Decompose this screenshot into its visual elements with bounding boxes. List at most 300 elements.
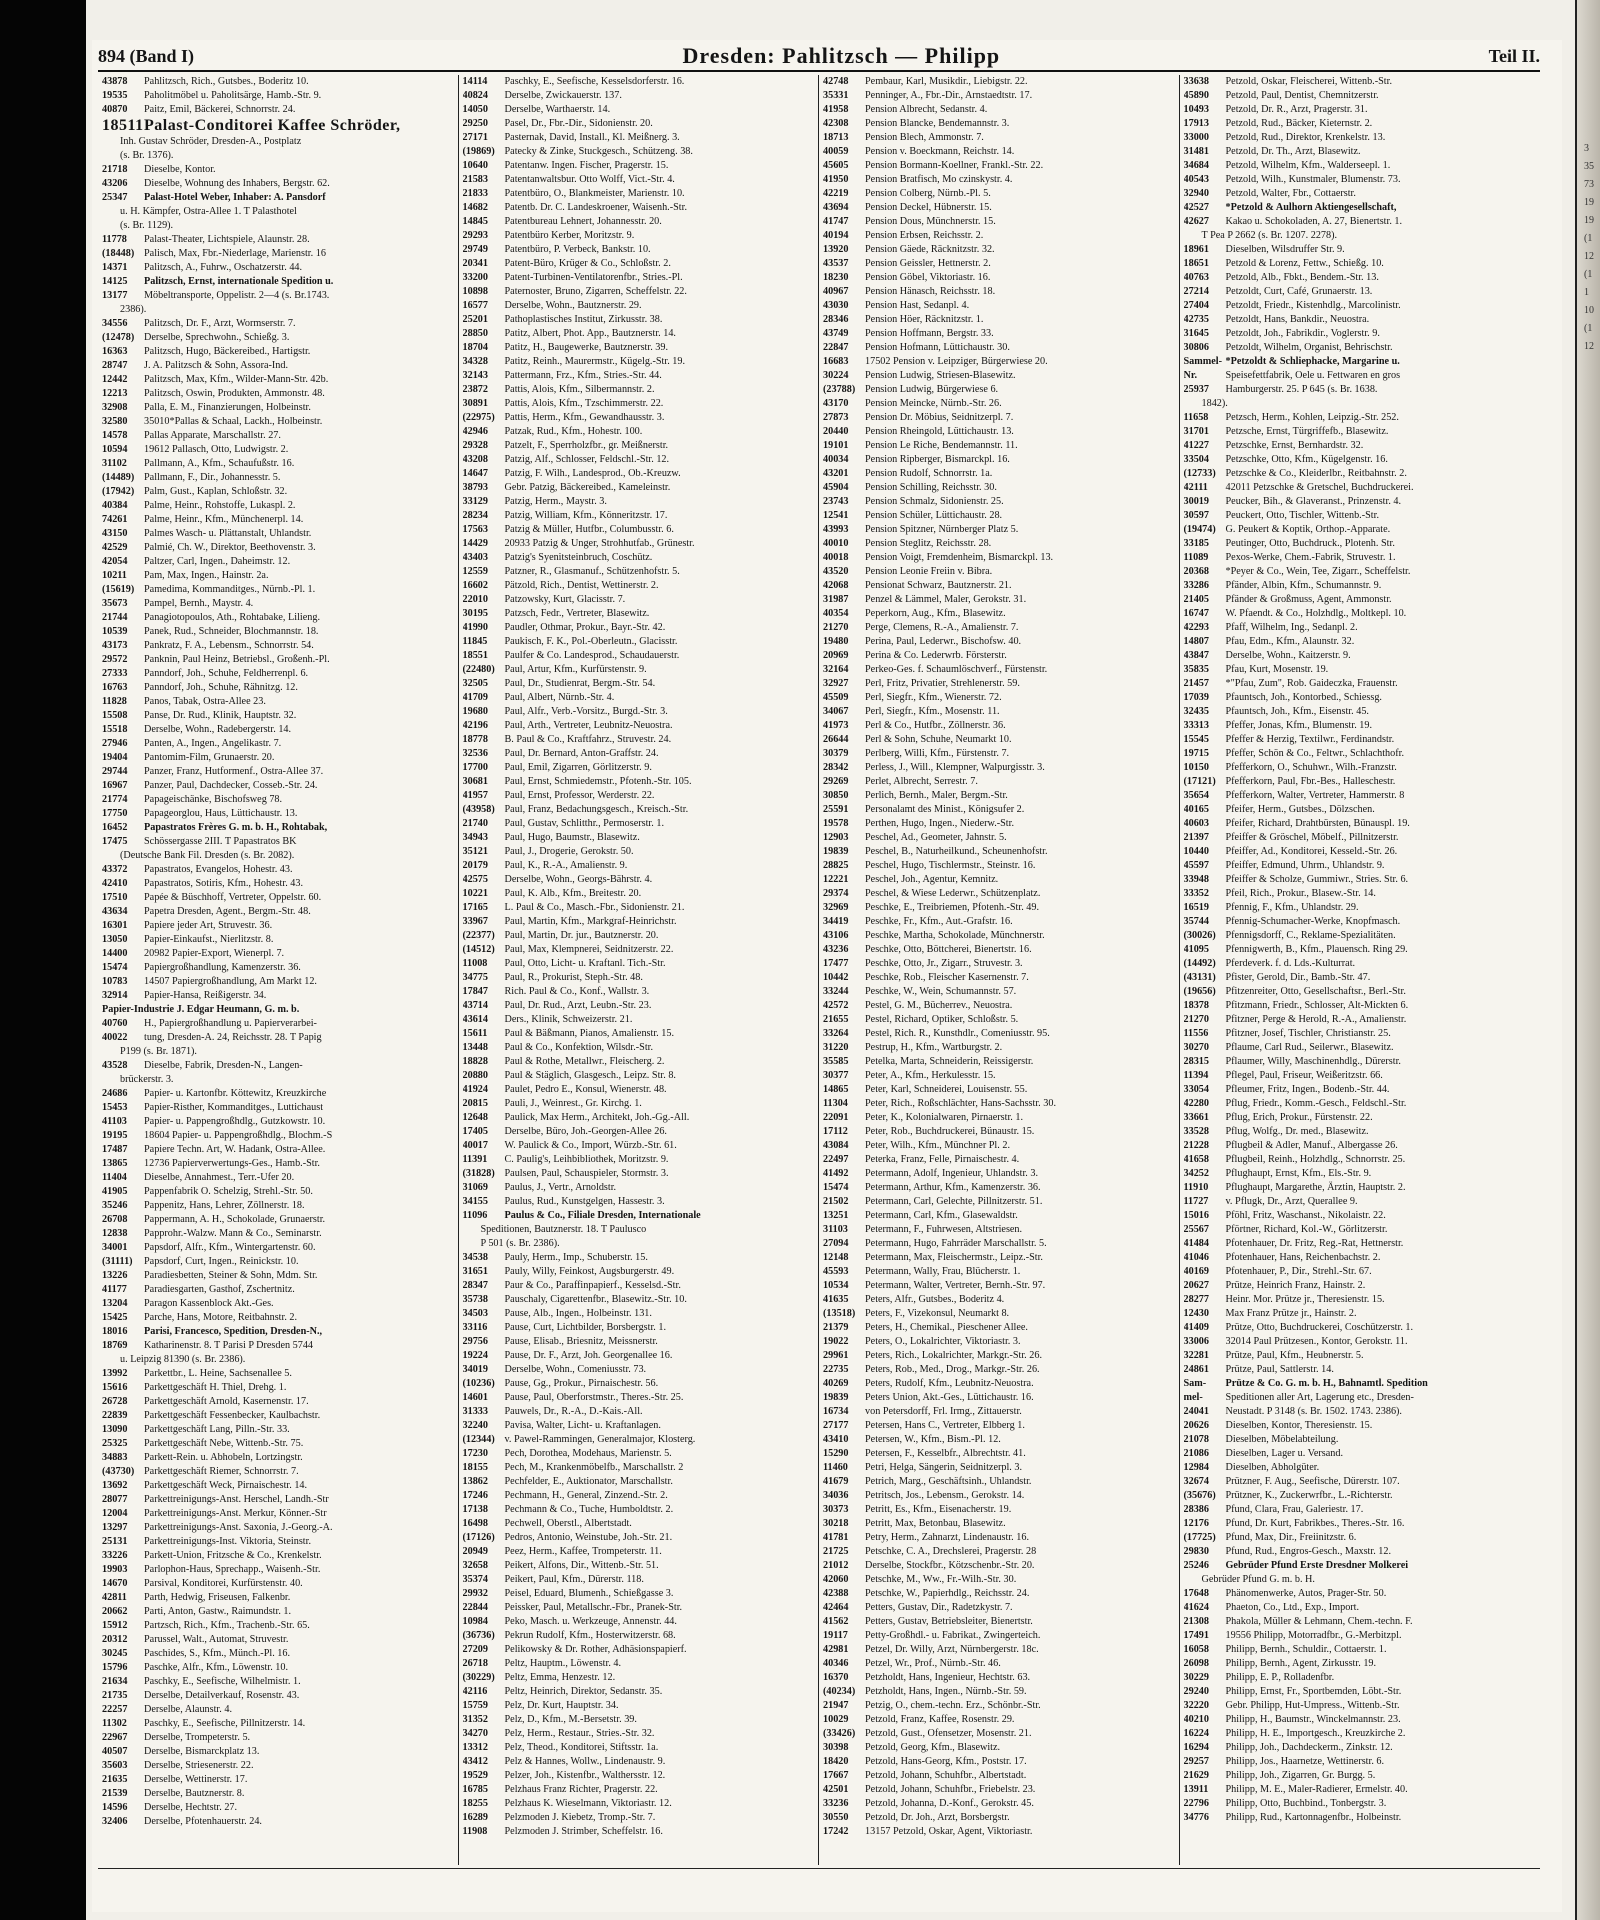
phone-number: 41924 bbox=[462, 1084, 488, 1095]
directory-entry bbox=[463, 1615, 815, 1629]
phone-number: (12478) bbox=[102, 332, 135, 343]
phone-number: 24041 bbox=[1183, 1406, 1209, 1417]
entry-text: Pech, M., Krankenmöbelfb., Marschallstr. 2 bbox=[504, 1462, 684, 1473]
entry-text: Palisch, Max, Fbr.-Niederlage, Marienstr. 16 bbox=[144, 248, 326, 259]
phone-number: 31651 bbox=[462, 1266, 488, 1277]
phone-number: 35331 bbox=[823, 90, 849, 101]
directory-entry bbox=[102, 1493, 454, 1507]
entry-text: Dieselben, Wilsdruffer Str. 9. bbox=[1225, 244, 1345, 255]
phone-number: (13518) bbox=[823, 1308, 856, 1319]
directory-entry bbox=[1184, 705, 1537, 719]
phone-number: 10539 bbox=[102, 626, 128, 637]
directory-entry bbox=[463, 201, 815, 215]
phone-number: 10984 bbox=[462, 1616, 488, 1627]
directory-entry bbox=[463, 1041, 815, 1055]
directory-entry bbox=[1184, 355, 1537, 369]
entry-text: Peperkorn, Aug., Kfm., Blasewitz. bbox=[865, 608, 1006, 619]
entry-text: Paragon Kassenblock Akt.-Ges. bbox=[144, 1298, 274, 1309]
phone-number: 20627 bbox=[1183, 1280, 1209, 1291]
phone-number: (12733) bbox=[1183, 468, 1216, 479]
phone-number: 43372 bbox=[102, 864, 128, 875]
directory-entry bbox=[1184, 1111, 1537, 1125]
directory-entry bbox=[823, 551, 1175, 565]
directory-entry bbox=[463, 845, 815, 859]
phone-number: 33528 bbox=[1183, 1126, 1209, 1137]
entry-text: Petzold, Rud., Direktor, Krenkelstr. 13. bbox=[1225, 132, 1386, 143]
phone-number: 40034 bbox=[823, 454, 849, 465]
entry-text: Palitzsch, Dr. F., Arzt, Wormserstr. 7. bbox=[144, 318, 296, 329]
entry-text: Derselbe, Sprechwohn., Schießg. 3. bbox=[144, 332, 290, 343]
entry-text: Palme, Heinr., Rohstoffe, Lukaspl. 2. bbox=[144, 500, 296, 511]
phone-number: 35246 bbox=[102, 1200, 128, 1211]
phone-number: 32406 bbox=[102, 1816, 128, 1827]
directory-entry bbox=[463, 1699, 815, 1713]
directory-entry bbox=[102, 835, 454, 849]
phone-number: 32220 bbox=[1183, 1700, 1209, 1711]
entry-text: Peschel, Joh., Agentur, Kemnitz. bbox=[865, 874, 999, 885]
entry-text: Papier-Industrie J. Edgar Heumann, G. m. b. bbox=[102, 1004, 300, 1015]
phone-number: 20179 bbox=[462, 860, 488, 871]
phone-number: 43694 bbox=[823, 202, 849, 213]
directory-entry bbox=[1184, 831, 1537, 845]
entry-text: Petry, Herm., Zahnarzt, Lindenaustr. 16. bbox=[865, 1532, 1029, 1543]
entry-text: Peters, Alfr., Gutsbes., Boderitz 4. bbox=[865, 1294, 1005, 1305]
phone-number: 22010 bbox=[462, 594, 488, 605]
directory-entry bbox=[102, 1773, 454, 1787]
directory-entry bbox=[102, 89, 454, 103]
entry-text: Pelzmoden J. Kiebetz, Tromp.-Str. 7. bbox=[504, 1812, 656, 1823]
directory-entry bbox=[463, 369, 815, 383]
phone-number: 31220 bbox=[823, 1042, 849, 1053]
entry-text: Derselbe, Pfotenhauerstr. 24. bbox=[144, 1816, 262, 1827]
phone-number: 41409 bbox=[1183, 1322, 1209, 1333]
directory-entry bbox=[463, 229, 815, 243]
directory-entry bbox=[102, 1199, 454, 1213]
entry-text: Peschke, E., Treibriemen, Pfotenh.-Str. 49. bbox=[865, 902, 1040, 913]
phone-number: 35603 bbox=[102, 1760, 128, 1771]
directory-entry bbox=[1184, 131, 1537, 145]
entry-text: Petermann, Walter, Vertreter, Bernh.-Str. 97. bbox=[865, 1280, 1046, 1291]
phone-number: (31111) bbox=[102, 1256, 133, 1267]
phone-number: 43106 bbox=[823, 930, 849, 941]
entry-text: Derselbe, Zwickauerstr. 137. bbox=[504, 90, 622, 101]
phone-number: Sam- bbox=[1183, 1378, 1207, 1389]
phone-number: 16519 bbox=[1183, 902, 1209, 913]
directory-entry bbox=[1184, 1069, 1537, 1083]
entry-text: Paradiesbetten, Steiner & Sohn, Mdm. Str. bbox=[144, 1270, 318, 1281]
directory-entry bbox=[823, 1517, 1175, 1531]
entry-text: Paul, Dr. Rud., Arzt, Leubn.-Str. 23. bbox=[504, 1000, 652, 1011]
directory-entry bbox=[1184, 1195, 1537, 1209]
directory-entry bbox=[463, 439, 815, 453]
entry-text: Paradiesgarten, Gasthof, Zschertnitz. bbox=[144, 1284, 295, 1295]
phone-number: 11556 bbox=[1183, 1028, 1209, 1039]
phone-number: 41950 bbox=[823, 174, 849, 185]
directory-entry bbox=[102, 1101, 454, 1115]
phone-number: 30373 bbox=[823, 1504, 849, 1515]
directory-entry bbox=[463, 1167, 815, 1181]
entry-text: Peter, Rob., Buchdruckerei, Bünaustr. 15. bbox=[865, 1126, 1035, 1137]
phone-number: 10493 bbox=[1183, 104, 1209, 115]
entry-text: Pattis, Alois, Kfm., Silbermannstr. 2. bbox=[504, 384, 655, 395]
directory-entry bbox=[102, 1129, 454, 1143]
entry-text: Paul, Artur, Kfm., Kurfürstenstr. 9. bbox=[504, 664, 647, 675]
entry-text: Palme, Heinr., Kfm., Münchenerpl. 14. bbox=[144, 514, 304, 525]
entry-text: Peter, Wilh., Kfm., Münchner Pl. 2. bbox=[865, 1140, 1010, 1151]
entry-text: Pferdeverk. f. d. Lds.-Kulturrat. bbox=[1225, 958, 1356, 969]
entry-text: Pfeifer, Richard, Drahtbürsten, Bünauspl. 19. bbox=[1225, 818, 1410, 829]
entry-text: Pfaff, Wilhelm, Ing., Sedanpl. 2. bbox=[1225, 622, 1358, 633]
directory-entry bbox=[463, 593, 815, 607]
entry-text: Pension Schüler, Lüttichaustr. 28. bbox=[865, 510, 1003, 521]
directory-entry bbox=[463, 677, 815, 691]
entry-text: Pfeil, Rich., Prokur., Blasew.-Str. 14. bbox=[1225, 888, 1376, 899]
entry-text: Petzold, Paul, Dentist, Chemnitzerstr. bbox=[1225, 90, 1379, 101]
entry-text: Perlberg, Willi, Kfm., Fürstenstr. 7. bbox=[865, 748, 1010, 759]
column-2 bbox=[459, 75, 820, 1865]
directory-entry bbox=[102, 331, 454, 345]
directory-entry bbox=[463, 313, 815, 327]
phone-number: 16763 bbox=[102, 682, 128, 693]
entry-text: Panzer, Franz, Hutformenf., Ostra-Allee 37. bbox=[144, 766, 324, 777]
phone-number: 43236 bbox=[823, 944, 849, 955]
entry-text: Pantomim-Film, Grunaerstr. 20. bbox=[144, 752, 275, 763]
entry-text: Patzig & Müller, Hutfbr., Columbusstr. 6. bbox=[504, 524, 674, 535]
directory-entry bbox=[102, 765, 454, 779]
entry-text: Peterka, Franz, Felle, Pirnaischestr. 4. bbox=[865, 1154, 1020, 1165]
phone-number: 43206 bbox=[102, 178, 128, 189]
directory-entry bbox=[1184, 635, 1537, 649]
entry-text: Heinr. Mor. Prütze jr., Theresienstr. 15. bbox=[1225, 1294, 1385, 1305]
phone-number: 21655 bbox=[823, 1014, 849, 1025]
entry-text: Peschke, Martha, Schokolade, Münchnerstr. bbox=[865, 930, 1045, 941]
entry-text: Patecky & Zinke, Stuckgesch., Schützeng. 38. bbox=[504, 146, 693, 157]
directory-entry bbox=[1184, 1755, 1537, 1769]
entry-text: Papée & Büschhoff, Vertreter, Oppelstr. 60. bbox=[144, 892, 322, 903]
directory-entry bbox=[1184, 1013, 1537, 1027]
directory-entry bbox=[463, 1825, 815, 1839]
phone-number: 31102 bbox=[102, 458, 127, 469]
entry-text: Gebrüder Pfund Erste Dresdner Molkerei bbox=[1225, 1560, 1409, 1571]
phone-number: 15016 bbox=[1183, 1210, 1209, 1221]
phone-number: 16498 bbox=[462, 1518, 488, 1529]
entry-text: Pause, Paul, Oberforstmstr., Theres.-Str. 25. bbox=[504, 1392, 684, 1403]
phone-number: 12648 bbox=[462, 1112, 488, 1123]
directory-entry bbox=[823, 537, 1175, 551]
directory-entry bbox=[823, 1825, 1175, 1839]
phone-number: 21502 bbox=[823, 1196, 849, 1207]
directory-entry bbox=[102, 1311, 454, 1325]
entry-text: Palmié, Ch. W., Direktor, Beethovenstr. 3. bbox=[144, 542, 316, 553]
entry-text: Katharinenstr. 8. T Parisi P Dresden 5744 bbox=[144, 1340, 314, 1351]
entry-text: Papier- u. Kartonfbr. Köttewitz, Kreuzkirche bbox=[144, 1088, 327, 1099]
phone-number: 18230 bbox=[823, 272, 849, 283]
entry-text: Peter, Rich., Roßschlächter, Hans-Sachsstr. 30. bbox=[865, 1098, 1057, 1109]
entry-text: Pauwels, Dr., R.-A., D.-Kais.-All. bbox=[504, 1406, 643, 1417]
phone-number: 41958 bbox=[823, 104, 849, 115]
entry-text: Pfänder & Großmuss, Agent, Ammonstr. bbox=[1225, 594, 1392, 605]
entry-text: 12736 Papierverwertungs-Ges., Hamb.-Str. bbox=[144, 1158, 320, 1169]
entry-text: Pattermann, Frz., Kfm., Stries.-Str. 44. bbox=[504, 370, 662, 381]
directory-entry bbox=[463, 1349, 815, 1363]
phone-number: 43084 bbox=[823, 1140, 849, 1151]
entry-text: Papastratos, Evangelos, Hohestr. 43. bbox=[144, 864, 293, 875]
entry-text: Pfotenhauer, Hans, Reichenbachstr. 2. bbox=[1225, 1252, 1381, 1263]
phone-number: 19022 bbox=[823, 1336, 849, 1347]
phone-number: 40763 bbox=[1183, 272, 1209, 283]
directory-entry bbox=[1184, 285, 1537, 299]
phone-number: 32914 bbox=[102, 990, 128, 1001]
entry-text: Prütze & Co. G. m. b. H., Bahnamtl. Spedition bbox=[1225, 1378, 1428, 1389]
directory-entry bbox=[823, 691, 1175, 705]
directory-entry bbox=[1184, 397, 1537, 411]
directory-entry bbox=[463, 1433, 815, 1447]
part-label: Teil II. bbox=[1488, 45, 1540, 66]
entry-text: Pelikowsky & Dr. Rother, Adhäsionspapierf. bbox=[504, 1644, 687, 1655]
directory-entry bbox=[823, 313, 1175, 327]
entry-text: Papageischänke, Bischofsweg 78. bbox=[144, 794, 283, 805]
phone-number: 32674 bbox=[1183, 1476, 1209, 1487]
entry-text: Petermann, Adolf, Ingenieur, Uhlandstr. 3. bbox=[865, 1168, 1039, 1179]
entry-text: Pechfelder, E., Auktionator, Marschallstr. bbox=[504, 1476, 673, 1487]
entry-text: Petzold, Georg, Kfm., Blasewitz. bbox=[865, 1742, 1001, 1753]
entry-text: Palitzsch, Oswin, Produkten, Ammonstr. 48. bbox=[144, 388, 325, 399]
directory-entry bbox=[463, 1643, 815, 1657]
phone-number: 17246 bbox=[462, 1490, 488, 1501]
phone-number: 12903 bbox=[823, 832, 849, 843]
entry-text: Petermann, F., Fuhrwesen, Altstriesen. bbox=[865, 1224, 1023, 1235]
directory-entry bbox=[1184, 1251, 1537, 1265]
directory-entry bbox=[1184, 1391, 1537, 1405]
entry-text: Paul, Ernst, Schmiedemstr., Pfotenh.-Str. 105. bbox=[504, 776, 692, 787]
phone-number: 21270 bbox=[823, 622, 849, 633]
phone-number: 43412 bbox=[462, 1756, 488, 1767]
phone-number: 17477 bbox=[823, 958, 849, 969]
directory-entry bbox=[463, 1629, 815, 1643]
phone-number: 29240 bbox=[1183, 1686, 1209, 1697]
phone-number: 32143 bbox=[462, 370, 488, 381]
entry-text: Paltzer, Carl, Ingen., Daheimstr. 12. bbox=[144, 556, 291, 567]
directory-entry bbox=[1184, 817, 1537, 831]
phone-number: (12344) bbox=[462, 1434, 495, 1445]
directory-entry bbox=[823, 775, 1175, 789]
phone-number: 43201 bbox=[823, 468, 849, 479]
entry-text: Pension Hoffmann, Bergstr. 33. bbox=[865, 328, 994, 339]
phone-number: 10150 bbox=[1183, 762, 1209, 773]
directory-entry bbox=[463, 1587, 815, 1601]
directory-entry bbox=[463, 957, 815, 971]
phone-number: 22257 bbox=[102, 1704, 128, 1715]
directory-entry bbox=[823, 509, 1175, 523]
entry-text: Pechmann & Co., Tuche, Humboldtstr. 2. bbox=[504, 1504, 674, 1515]
directory-entry bbox=[463, 383, 815, 397]
directory-entry bbox=[823, 215, 1175, 229]
directory-entry bbox=[823, 1223, 1175, 1237]
column-4 bbox=[1180, 75, 1541, 1865]
entry-text: Pension Hofmann, Lüttichaustr. 30. bbox=[865, 342, 1010, 353]
directory-entry bbox=[102, 1017, 454, 1031]
entry-text: Peschel, Hugo, Tischlermstr., Steinstr. 16. bbox=[865, 860, 1036, 871]
phone-number: 28315 bbox=[1183, 1056, 1209, 1067]
phone-number: 16785 bbox=[462, 1784, 488, 1795]
phone-number: 29756 bbox=[462, 1336, 488, 1347]
directory-entry bbox=[102, 219, 454, 233]
entry-text: Philipp, Otto, Buchbind., Tonbergstr. 3. bbox=[1225, 1798, 1387, 1809]
phone-number: (35676) bbox=[1183, 1490, 1216, 1501]
entry-text: Peschke, Otto, Böttcherei, Bienertstr. 16. bbox=[865, 944, 1032, 955]
directory-entry bbox=[823, 1153, 1175, 1167]
phone-number: 40603 bbox=[1183, 818, 1209, 829]
directory-entry bbox=[1184, 537, 1537, 551]
phone-number: 15290 bbox=[823, 1448, 849, 1459]
phone-number: 13692 bbox=[102, 1480, 128, 1491]
phone-number: 19404 bbox=[102, 752, 128, 763]
entry-text: Petzschke, Otto, Kfm., Kügelgenstr. 16. bbox=[1225, 454, 1388, 465]
directory-entry bbox=[1184, 1447, 1537, 1461]
phone-number: 19578 bbox=[823, 818, 849, 829]
directory-entry bbox=[463, 1321, 815, 1335]
phone-number: 21270 bbox=[1183, 1014, 1209, 1025]
directory-entry bbox=[463, 1475, 815, 1489]
phone-number: 42410 bbox=[102, 878, 128, 889]
entry-text: Peko, Masch. u. Werkzeuge, Annenstr. 44. bbox=[504, 1616, 677, 1627]
page-number: 894 (Band I) bbox=[98, 45, 195, 66]
entry-text: Petermann, Hugo, Fahrräder Marschallstr. 5. bbox=[865, 1238, 1047, 1249]
directory-entry bbox=[102, 1241, 454, 1255]
directory-entry bbox=[1184, 1167, 1537, 1181]
entry-text: Papetra Dresden, Agent., Bergm.-Str. 48. bbox=[144, 906, 311, 917]
entry-text: Pension Rheingold, Lüttichaustr. 13. bbox=[865, 426, 1014, 437]
entry-text: Petzel, Dr. Willy, Arzt, Nürnbergerstr. 18c. bbox=[865, 1644, 1039, 1655]
directory-entry bbox=[823, 229, 1175, 243]
entry-text: Pallmann, A., Kfm., Schaufußstr. 16. bbox=[144, 458, 295, 469]
entry-text: Pelz, Theod., Konditorei, Stiftsstr. 1a. bbox=[504, 1742, 659, 1753]
phone-number: 41484 bbox=[1183, 1238, 1209, 1249]
directory-entry bbox=[463, 1811, 815, 1825]
entry-text: Paul, Dr., Studienrat, Bergm.-Str. 54. bbox=[504, 678, 656, 689]
directory-entry bbox=[1184, 1685, 1537, 1699]
phone-number: 21833 bbox=[462, 188, 488, 199]
directory-entry bbox=[102, 989, 454, 1003]
phone-number: 18551 bbox=[462, 650, 488, 661]
directory-entry bbox=[1184, 1279, 1537, 1293]
directory-entry bbox=[102, 275, 454, 289]
directory-entry bbox=[102, 821, 454, 835]
entry-text: Pestrup, H., Kfm., Wartburgstr. 2. bbox=[865, 1042, 1003, 1053]
directory-entry bbox=[463, 257, 815, 271]
directory-entry bbox=[463, 187, 815, 201]
phone-number: 35374 bbox=[462, 1574, 488, 1585]
phone-number: 12430 bbox=[1183, 1308, 1209, 1319]
entry-text: Papsdorf, Curt, Ingen., Reinickstr. 10. bbox=[144, 1256, 299, 1267]
phone-number: 22844 bbox=[462, 1602, 488, 1613]
directory-entry bbox=[463, 1545, 815, 1559]
phone-number: 42068 bbox=[823, 580, 849, 591]
phone-number: 13312 bbox=[462, 1742, 488, 1753]
directory-entry bbox=[823, 299, 1175, 313]
entry-text: brückerstr. 3. bbox=[120, 1074, 174, 1085]
directory-entry bbox=[823, 733, 1175, 747]
phone-number: 18961 bbox=[1183, 244, 1209, 255]
page-header bbox=[98, 42, 1540, 72]
directory-entry bbox=[823, 1391, 1175, 1405]
phone-number: 21634 bbox=[102, 1676, 128, 1687]
entry-text: Philipp, Jos., Haarnetze, Wettinerstr. 6. bbox=[1225, 1756, 1385, 1767]
phone-number: 20368 bbox=[1183, 566, 1209, 577]
phone-number: 28077 bbox=[102, 1494, 128, 1505]
phone-number: 41747 bbox=[823, 216, 849, 227]
directory-entry bbox=[463, 985, 815, 999]
phone-number: 13226 bbox=[102, 1270, 128, 1281]
phone-number: 33264 bbox=[823, 1028, 849, 1039]
entry-text: Parkettgeschäft Lang, Pilln.-Str. 33. bbox=[144, 1424, 290, 1435]
phone-number: 27404 bbox=[1183, 300, 1209, 311]
directory-entry bbox=[102, 527, 454, 541]
phone-number: 19839 bbox=[823, 846, 849, 857]
directory-entry bbox=[1184, 607, 1537, 621]
directory-entry bbox=[1184, 467, 1537, 481]
directory-entry bbox=[823, 1167, 1175, 1181]
phone-number: 33948 bbox=[1183, 874, 1209, 885]
directory-entry bbox=[823, 1587, 1175, 1601]
directory-entry bbox=[463, 733, 815, 747]
phone-number: 19535 bbox=[102, 90, 128, 101]
entry-text: Pension Hast, Sedanpl. 4. bbox=[865, 300, 970, 311]
entry-text: Philipp, Bernh., Schuldir., Cottaerstr. 1. bbox=[1225, 1644, 1387, 1655]
directory-entry bbox=[1184, 579, 1537, 593]
phone-number: 43150 bbox=[102, 528, 128, 539]
phone-number: 34538 bbox=[462, 1252, 488, 1263]
phone-number: 15616 bbox=[102, 1382, 128, 1393]
phone-number: 34776 bbox=[1183, 1812, 1209, 1823]
phone-number: 41658 bbox=[1183, 1154, 1209, 1165]
directory-entry bbox=[823, 1797, 1175, 1811]
directory-entry bbox=[823, 467, 1175, 481]
directory-entry bbox=[823, 1489, 1175, 1503]
entry-text: Dieselben, Abholgüter. bbox=[1225, 1462, 1320, 1473]
phone-number: 15518 bbox=[102, 724, 128, 735]
directory-entry bbox=[823, 887, 1175, 901]
directory-entry bbox=[823, 327, 1175, 341]
directory-entry bbox=[102, 1605, 454, 1619]
directory-entry bbox=[463, 271, 815, 285]
directory-entry bbox=[463, 1377, 815, 1391]
entry-text: Petritt, Es., Kfm., Eisenacherstr. 19. bbox=[865, 1504, 1012, 1515]
phone-number: 40059 bbox=[823, 146, 849, 157]
directory-entry bbox=[1184, 369, 1537, 383]
phone-number: 21774 bbox=[102, 794, 128, 805]
directory-entry bbox=[1184, 1349, 1537, 1363]
phone-number: 22847 bbox=[823, 342, 849, 353]
directory-entry bbox=[463, 929, 815, 943]
directory-entry bbox=[102, 1563, 454, 1577]
directory-entry bbox=[1184, 761, 1537, 775]
phone-number: 17138 bbox=[462, 1504, 488, 1515]
phone-number: 13992 bbox=[102, 1368, 128, 1379]
directory-entry bbox=[463, 607, 815, 621]
entry-text: Parkett-Rein. u. Abhobeln, Lortzingstr. bbox=[144, 1452, 303, 1463]
entry-text: Derselbe, Wettinerstr. 17. bbox=[144, 1774, 248, 1785]
directory-entry bbox=[1184, 1545, 1537, 1559]
entry-text: Pension Albrecht, Sedanstr. 4. bbox=[865, 104, 988, 115]
entry-text: W. Pfaendt. & Co., Holzhdlg., Moltkepl. 10. bbox=[1225, 608, 1407, 619]
entry-text: Pestel, G. M., Bücherrev., Neuostra. bbox=[865, 1000, 1013, 1011]
phone-number: (30229) bbox=[462, 1672, 495, 1683]
phone-number: (22377) bbox=[462, 930, 495, 941]
entry-text: Prütze, Paul, Sattlerstr. 14. bbox=[1225, 1364, 1334, 1375]
directory-entry bbox=[102, 569, 454, 583]
phone-number: 34503 bbox=[462, 1308, 488, 1319]
